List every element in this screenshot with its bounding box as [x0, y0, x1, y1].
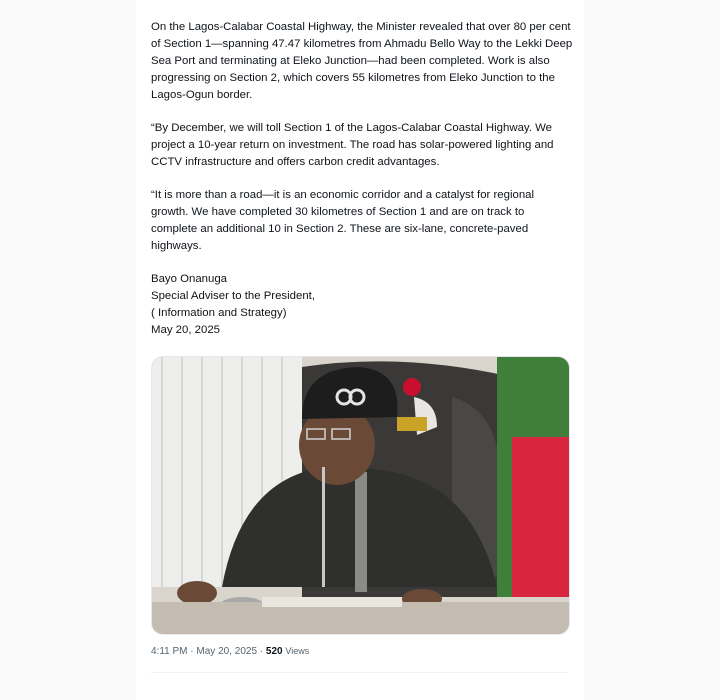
- signature-name: Bayo Onanuga: [151, 273, 227, 285]
- post-photo[interactable]: [151, 356, 570, 635]
- signature-date: May 20, 2025: [151, 324, 221, 336]
- post-paragraph: “By December, we will toll Section 1 of the Lagos-Calabar Coastal Highway. We project a 10-year return on investment. The road has solar-powered lighting and CCTV infrastructure and offers carbon credit advantages.: [151, 122, 554, 168]
- divider: [151, 672, 568, 673]
- views-label: Views: [285, 646, 310, 656]
- post-meta: [151, 646, 309, 657]
- post-date[interactable]: May 20, 2025: [196, 646, 258, 657]
- signature-block: [151, 271, 573, 339]
- meta-separator: ·: [259, 646, 264, 657]
- post-paragraph: [151, 0, 573, 3]
- views-count: 520: [265, 646, 283, 657]
- photo-illustration: [152, 357, 569, 634]
- post-paragraph: On the Lagos-Calabar Coastal Highway, the Minister revealed that over 80 per cent of Section 1—spanning 47.47 kilometres from Ahmadu Bello Way to the Lekki Deep Sea Port and terminating at Eleko Junction—had been completed. Work is also progressing on Section 2, which covers 55 kilometres from Eleko Junction to the Lagos-Ogun border.: [151, 21, 573, 101]
- post-body: [151, 0, 573, 339]
- signature-department: ( Information and Strategy): [151, 307, 287, 319]
- post-paragraph: “It is more than a road—it is an economic corridor and a catalyst for regional growth. We have completed 30 kilometres of Section 1 and are on track to complete an additional 10 in Section 2. These are six-lane, concrete-paved highways.: [151, 189, 535, 252]
- post-time[interactable]: 4:11 PM: [151, 646, 188, 657]
- signature-title: Special Adviser to the President,: [151, 290, 315, 302]
- meta-separator: ·: [190, 646, 194, 657]
